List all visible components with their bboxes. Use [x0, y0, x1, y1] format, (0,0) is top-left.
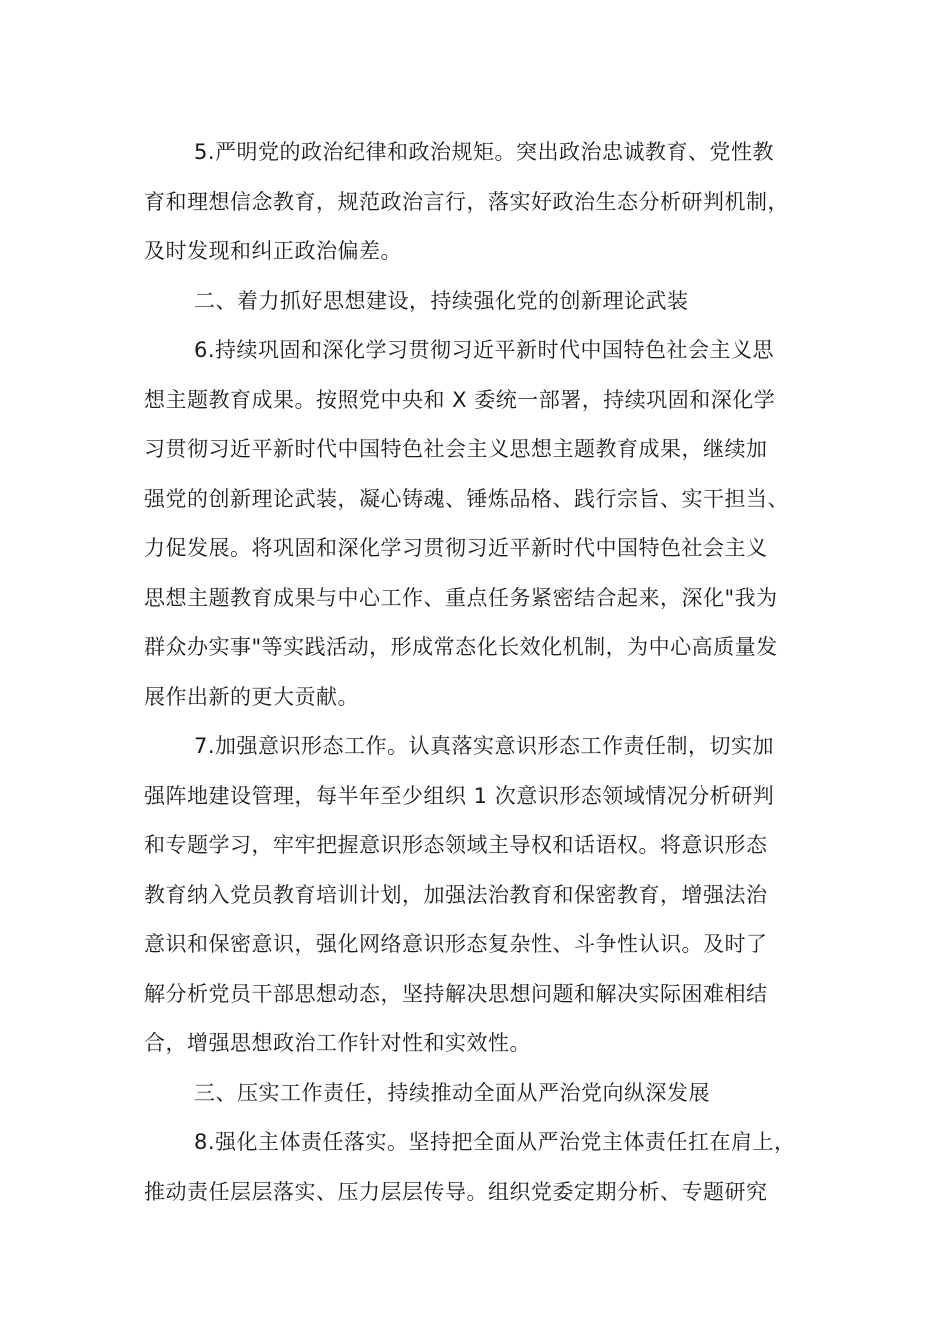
section-2-heading: 二、着力抓好思想建设，持续强化党的创新理论武装 [194, 288, 689, 313]
paragraph-6-line-4: 强党的创新理论武装，凝心铸魂、锤炼品格、践行宗旨、实干担当、 [144, 486, 789, 511]
paragraph-8-line-2: 推动责任层层落实、压力层层传导。组织党委定期分析、专题研究 [144, 1179, 768, 1204]
paragraph-6-line-1: 6.持续巩固和深化学习贯彻习近平新时代中国特色社会主义思 [194, 338, 775, 362]
paragraph-5-line-1: 5.严明党的政治纪律和政治规矩。突出政治忠诚教育、党性教 [194, 140, 775, 164]
paragraph-6-line-2: 想主题教育成果。按照党中央和 X 委统一部署，持续巩固和深化学 [144, 387, 776, 412]
paragraph-7-line-2: 强阵地建设管理，每半年至少组织 1 次意识形态领域情况分析研判 [144, 783, 775, 808]
paragraph-5-line-3: 及时发现和纠正政治偏差。 [144, 239, 402, 263]
paragraph-7-line-1: 7.加强意识形态工作。认真落实意识形态工作责任制，切实加 [194, 734, 775, 758]
paragraph-8-line-1: 8.强化主体责任落实。坚持把全面从严治党主体责任扛在肩上， [194, 1130, 796, 1154]
document-body [144, 128, 824, 1217]
paragraph-5-line-2: 育和理想信念教育，规范政治言行，落实好政治生态分析研判机制， [144, 189, 789, 214]
paragraph-6-line-7: 群众办实事"等实践活动，形成常态化长效化机制，为中心高质量发 [144, 635, 778, 659]
paragraph-6-line-5: 力促发展。将巩固和深化学习贯彻习近平新时代中国特色社会主义 [144, 536, 768, 560]
paragraph-6-line-8: 展作出新的更大贡献。 [144, 684, 359, 709]
paragraph-7-line-5: 意识和保密意识，强化网络意识形态复杂性、斗争性认识。及时了 [144, 932, 768, 956]
paragraph-6-line-6: 思想主题教育成果与中心工作、重点任务紧密结合起来，深化"我为 [144, 585, 778, 610]
paragraph-7-line-4: 教育纳入党员教育培训计划，加强法治教育和保密教育，增强法治 [144, 882, 768, 907]
paragraph-7-line-3: 和专题学习，牢牢把握意识形态领域主导权和话语权。将意识形态 [144, 833, 768, 857]
paragraph-7-line-7: 合，增强思想政治工作针对性和实效性。 [144, 1031, 531, 1055]
paragraph-7-line-6: 解分析党员干部思想动态，坚持解决思想问题和解决实际困难相结 [144, 981, 768, 1006]
section-3-heading: 三、压实工作责任，持续推动全面从严治党向纵深发展 [194, 1080, 710, 1105]
paragraph-6-line-3: 习贯彻习近平新时代中国特色社会主义思想主题教育成果，继续加 [144, 437, 768, 461]
